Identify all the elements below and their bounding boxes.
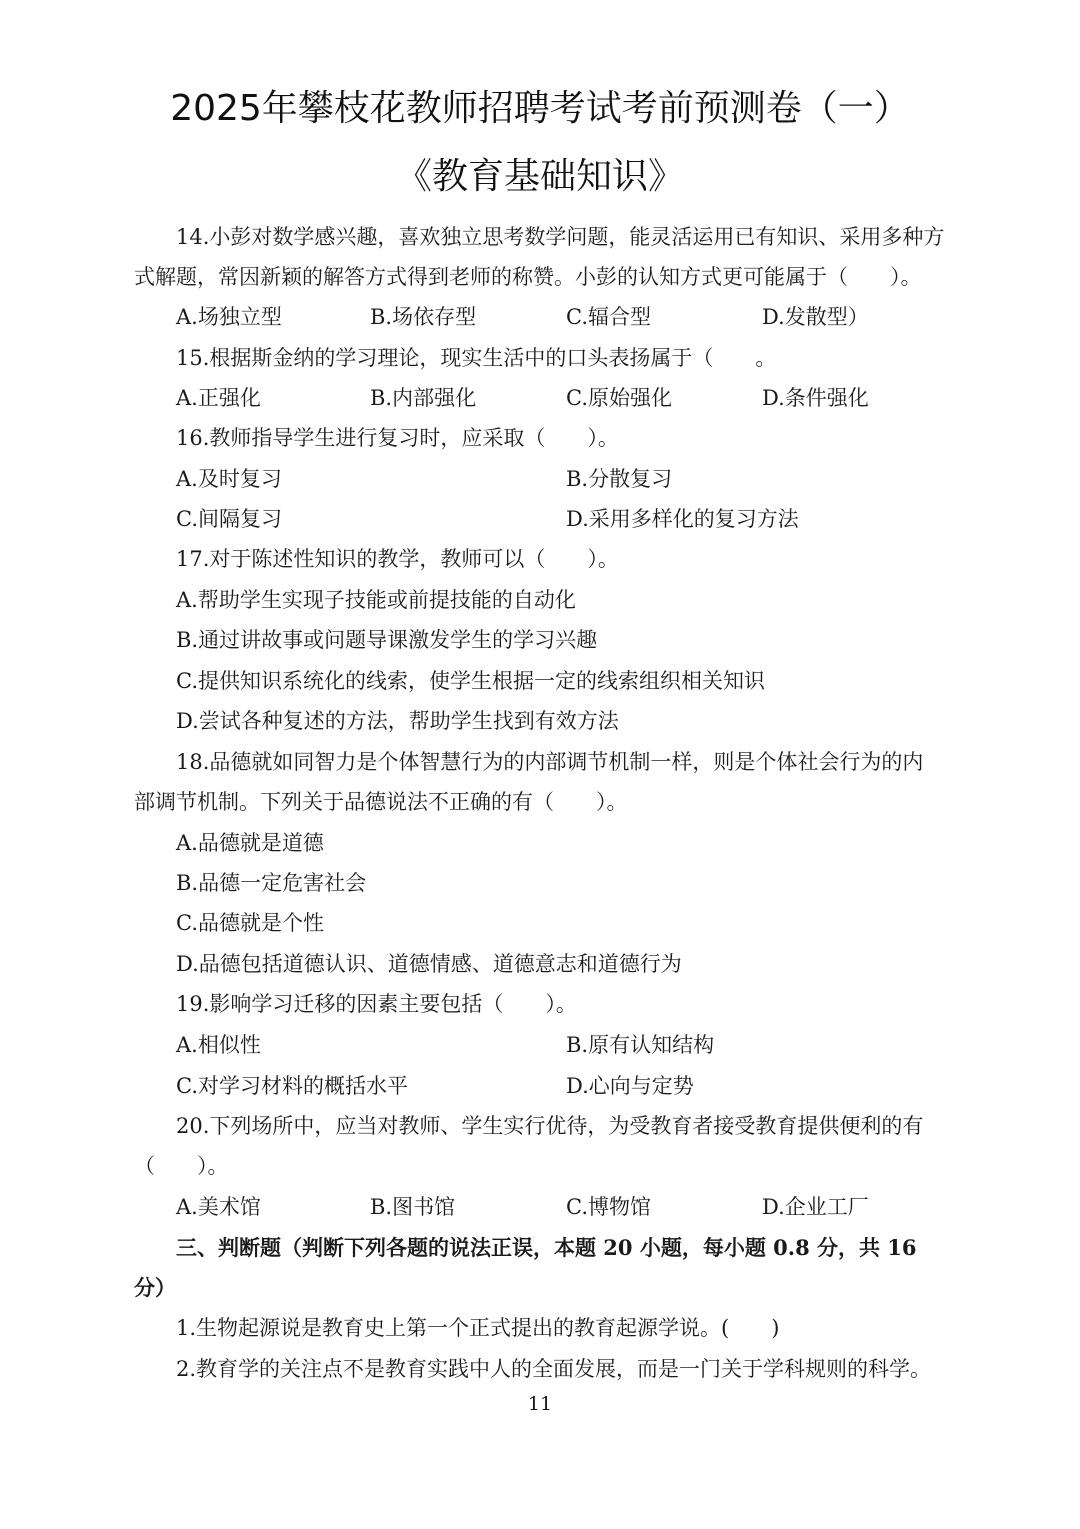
judgement-2: 2.教育学的关注点不是教育实践中人的全面发展，而是一门关于学科规则的科学。 xyxy=(176,1357,932,1381)
page-subtitle: 《教育基础知识》 xyxy=(395,156,684,197)
question-14-option-a: A.场独立型 xyxy=(176,305,282,329)
question-20-stem-line-1: 20.下列场所中，应当对教师、学生实行优待，为受教育者接受教育提供便利的有 xyxy=(176,1114,924,1138)
question-19-option-c: C.对学习材料的概括水平 xyxy=(176,1074,408,1098)
question-16-option-d: D.采用多样化的复习方法 xyxy=(566,507,799,531)
question-16-stem: 16.教师指导学生进行复习时，应采取（ ）。 xyxy=(176,426,619,450)
section-3-heading-line-2: 分） xyxy=(134,1275,176,1300)
question-19-option-a: A.相似性 xyxy=(176,1033,261,1057)
question-18-option-c: C.品德就是个性 xyxy=(176,911,324,935)
judgement-1: 1.生物起源说是教育史上第一个正式提出的教育起源学说。( ) xyxy=(176,1316,780,1340)
question-14-stem-line-1: 14.小彭对数学感兴趣，喜欢独立思考数学问题，能灵活运用已有知识、采用多种方 xyxy=(176,225,945,249)
question-16-option-a: A.及时复习 xyxy=(176,467,282,491)
section-3-heading-line-1: 三、判断题（判断下列各题的说法正误，本题 20 小题，每小题 0.8 分，共 16 xyxy=(176,1235,917,1260)
question-17-option-c: C.提供知识系统化的线索，使学生根据一定的线索组织相关知识 xyxy=(176,669,765,693)
question-20-option-d: D.企业工厂 xyxy=(762,1195,869,1219)
question-19-stem: 19.影响学习迁移的因素主要包括（ ）。 xyxy=(176,992,577,1016)
question-15-stem: 15.根据斯金纳的学习理论，现实生活中的口头表扬属于（ 。 xyxy=(176,346,777,370)
question-19-option-d: D.心向与定势 xyxy=(566,1074,694,1098)
question-17-option-d: D.尝试各种复述的方法，帮助学生找到有效方法 xyxy=(176,709,619,733)
question-17-option-b: B.通过讲故事或问题导课激发学生的学习兴趣 xyxy=(176,628,598,652)
question-18-stem-line-1: 18.品德就如同智力是个体智慧行为的内部调节机制一样，则是个体社会行为的内 xyxy=(176,750,924,774)
question-16-option-c: C.间隔复习 xyxy=(176,507,282,531)
question-20-option-b: B.图书馆 xyxy=(370,1195,456,1219)
question-17-stem: 17.对于陈述性知识的教学，教师可以（ ）。 xyxy=(176,547,619,571)
question-19-option-b: B.原有认知结构 xyxy=(566,1033,715,1057)
question-15-option-a: A.正强化 xyxy=(176,386,261,410)
question-18-option-a: A.品德就是道德 xyxy=(176,831,324,855)
question-14-option-c: C.辐合型 xyxy=(566,305,651,329)
question-20-option-c: C.博物馆 xyxy=(566,1195,651,1219)
page-number: 11 xyxy=(527,1393,553,1415)
question-15-option-b: B.内部强化 xyxy=(370,386,477,410)
question-18-stem-line-2: 部调节机制。下列关于品德说法不正确的有（ ）。 xyxy=(134,790,628,814)
page-title: 2025年攀枝花教师招聘考试考前预测卷（一） xyxy=(170,88,910,129)
question-14-stem-line-2: 式解题，常因新颖的解答方式得到老师的称赞。小彭的认知方式更可能属于（ ）。 xyxy=(134,265,922,289)
question-14-option-d: D.发散型） xyxy=(762,305,869,329)
question-18-option-d: D.品德包括道德认识、道德情感、道德意志和道德行为 xyxy=(176,952,682,976)
question-14-option-b: B.场依存型 xyxy=(370,305,477,329)
question-20-option-a: A.美术馆 xyxy=(176,1195,261,1219)
question-15-option-d: D.条件强化 xyxy=(762,386,869,410)
question-15-option-c: C.原始强化 xyxy=(566,386,672,410)
question-16-option-b: B.分散复习 xyxy=(566,467,673,491)
question-17-option-a: A.帮助学生实现子技能或前提技能的自动化 xyxy=(176,588,576,612)
question-18-option-b: B.品德一定危害社会 xyxy=(176,871,367,895)
question-20-stem-line-2: （ ）。 xyxy=(134,1154,229,1178)
